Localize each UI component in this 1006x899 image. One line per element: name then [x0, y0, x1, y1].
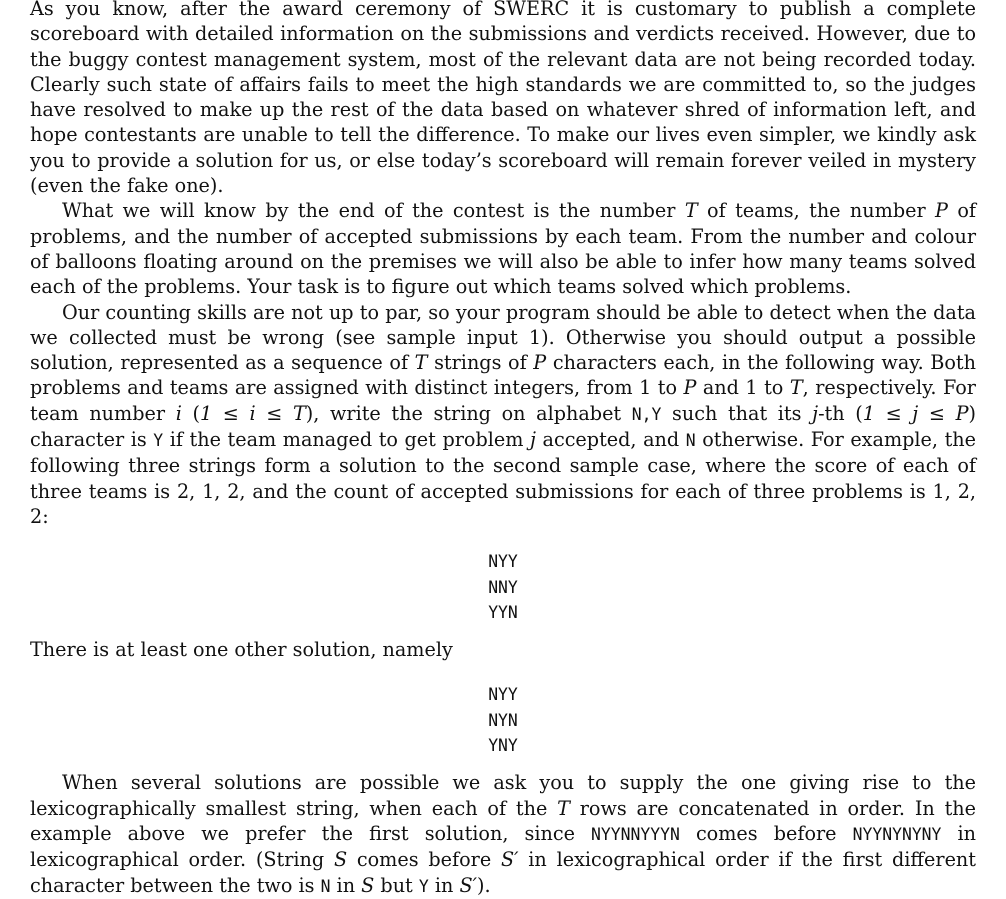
concatenated-string-2: NYYNYNYNY [852, 824, 942, 844]
solution-row: NYY [488, 685, 518, 705]
solution-row: NYY [488, 552, 518, 572]
math-condition-j: 1 ≤ j ≤ P [862, 401, 969, 425]
input-description-paragraph: What we will know by the end of the contest is the number T of teams, the number P of problems, and the number of accepted submissions by each team. From the number and colour of balloons floating around on the premises we will also be able to infer how many teams solved each of the problems. Your task is to figure out which teams solved which problems. [30, 199, 976, 299]
math-P: P [935, 199, 948, 223]
problem-statement [30, 0, 976, 899]
solution-row: YNY [488, 736, 518, 756]
solution-example-2 [30, 682, 976, 758]
solution-example-1 [30, 549, 976, 625]
alphabet-code: N,Y [631, 404, 662, 424]
solution-row: YYN [488, 602, 518, 622]
output-description-paragraph: Our counting skills are not up to par, so your program should be able to detect when the data we collected must be wrong (see sample input 1). Otherwise you should output a possible solution, represented as a sequence of T strings of P characters each, in the following way. Both problems and teams are assigned with distinct integers, from 1 to P and 1 to T, respectively. For team number i (1 ≤ i ≤ T), write the string on alphabet N,Y such that its j-th (1 ≤ j ≤ P) character is Y if the team managed to get problem j accepted, and N otherwise. For example, the following three strings form a solution to the second sample case, where the score of each of three teams is 2, 1, 2, and the count of accepted submissions for each of three problems is 1, 2, 2: [30, 300, 976, 528]
math-T: T [684, 199, 698, 223]
alternative-solution-paragraph: There is at least one other solution, namely [30, 638, 453, 662]
lexicographic-paragraph: When several solutions are possible we ask you to supply the one giving rise to the lexicographically smallest string, when each of the T rows are concatenated in order. In the example above we prefer the first solution, since NYYNNYYYN comes before NYYNYNYNY in lexicographical order. (String S comes before S′ in lexicographical order if the first different character between the two is N in S but Y in S′). [30, 771, 976, 897]
math-condition-i: 1 ≤ i ≤ T [199, 401, 306, 425]
concatenated-string-1: NYYNNYYYN [591, 824, 680, 844]
intro-paragraph: As you know, after the award ceremony of SWERC it is customary to publish a complete scoreboard with detailed information on the submissions and verdicts received. However, due to the buggy contest management system, most of the relevant data are not being recorded today. Clearly such state of affairs fails to meet the high standards we are committed to, so the judges have resolved to make up the rest of the data based on whatever shred of information left, and hope contestants are unable to tell the difference. To make our lives even simpler, we kindly ask you to provide a solution for us, or else today’s scoreboard will remain forever veiled in mystery (even the fake one). [30, 0, 976, 198]
solution-row: NNY [488, 577, 518, 597]
solution-row: NYN [488, 710, 518, 730]
